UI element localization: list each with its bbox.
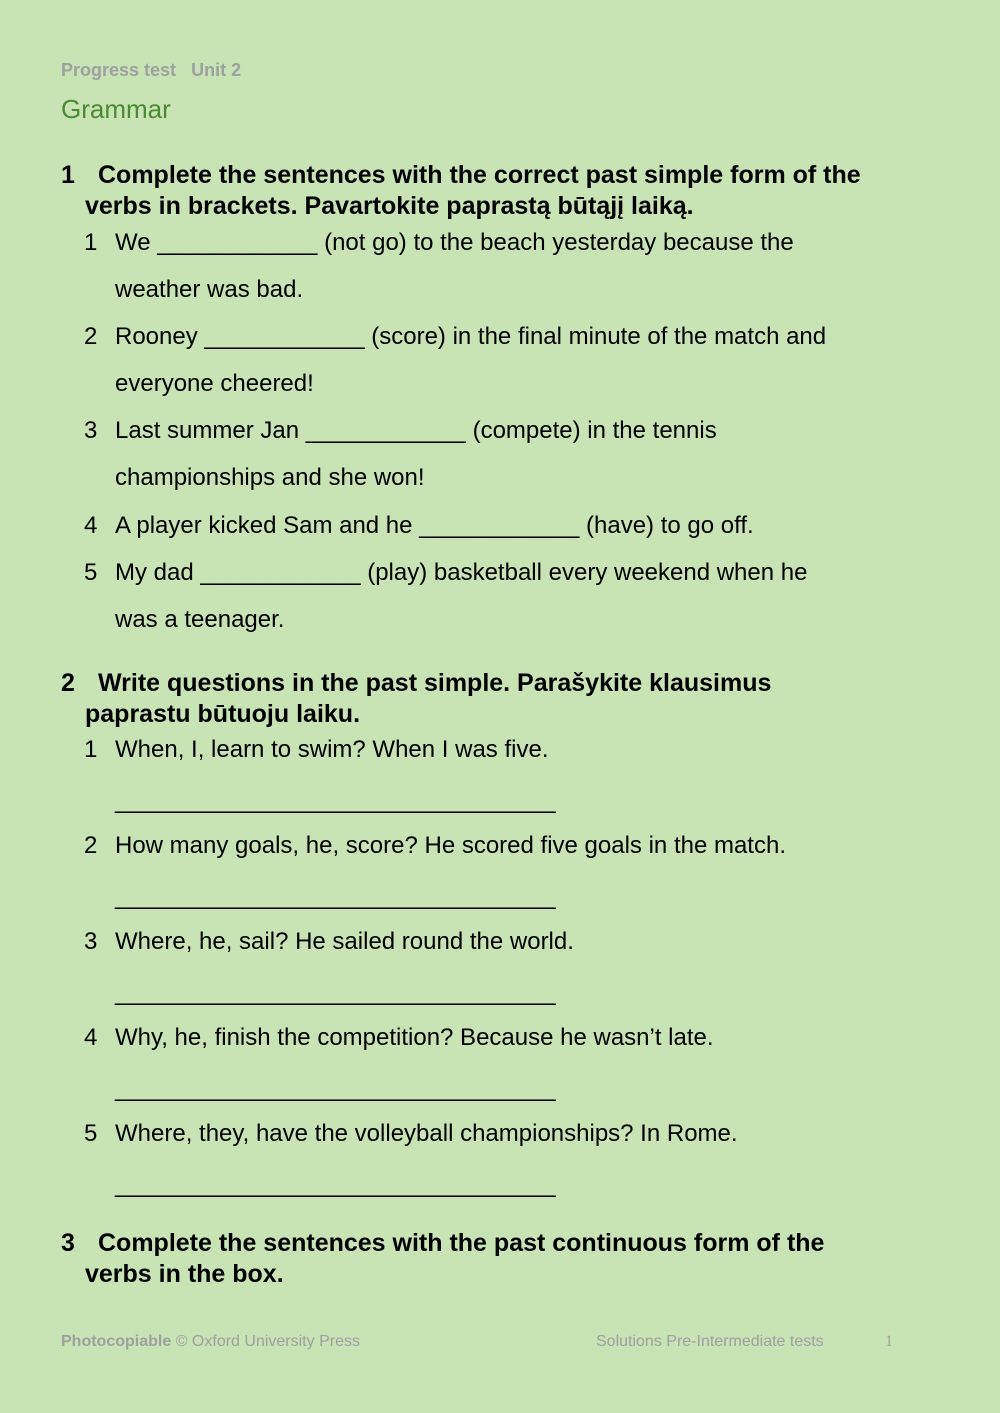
task-number: 2 <box>61 669 75 697</box>
page-number: 1 <box>885 1333 893 1350</box>
header <box>61 60 241 81</box>
task-2-item-2: 2 How many goals, he, score? He scored five goals in the match. <box>84 832 786 859</box>
task-1-item-5: 5 My dad ____________ (play) basketball every weekend when he was a teenager. <box>84 559 808 633</box>
task-2-item-5: 5 Where, they, have the volleyball championships? In Rome. <box>84 1120 738 1147</box>
footer-series: Solutions Pre-Intermediate tests <box>596 1333 824 1350</box>
task-1-instruction: 1 Complete the sentences with the correct past simple form of the verbs in brackets. Pavartokite paprastą būtąjį laiką. <box>61 161 861 220</box>
task-number: 3 <box>61 1229 75 1257</box>
task-1-item-2: 2 Rooney ____________ (score) in the final minute of the match and everyone cheered! <box>84 323 827 397</box>
task-1-item-1: 1 We ____________ (not go) to the beach yesterday because the weather was bad. <box>84 229 794 303</box>
task-2-instruction: 2 Write questions in the past simple. Parašykite klausimus paprastu būtuoju laiku. <box>61 669 772 728</box>
section-title: Grammar <box>61 94 171 124</box>
header-test: Progress test <box>61 60 177 80</box>
footer-copyright: Photocopiable © Oxford University Press <box>61 1333 360 1350</box>
task-1-item-3: 3 Last summer Jan ____________ (compete) in the tennis championships and she won! <box>84 417 717 491</box>
answer-line[interactable]: __________________________________ <box>115 1171 556 1198</box>
task-1-item-4: 4 A player kicked Sam and he ____________ (have) to go off. <box>84 512 754 539</box>
answer-line[interactable]: __________________________________ <box>115 979 556 1006</box>
task-3-instruction: 3 Complete the sentences with the past continuous form of the verbs in the box. <box>61 1229 825 1288</box>
task-2-item-1: 1 When, I, learn to swim? When I was five. <box>84 736 549 763</box>
answer-line[interactable]: __________________________________ <box>115 1075 556 1102</box>
task-number: 1 <box>61 161 75 189</box>
task-2-item-3: 3 Where, he, sail? He sailed round the world. <box>84 928 574 955</box>
answer-line[interactable]: __________________________________ <box>115 787 556 814</box>
answer-line[interactable]: __________________________________ <box>115 883 556 910</box>
task-2-item-4: 4 Why, he, finish the competition? Because he wasn’t late. <box>84 1024 714 1051</box>
header-unit: Unit 2 <box>191 60 242 80</box>
